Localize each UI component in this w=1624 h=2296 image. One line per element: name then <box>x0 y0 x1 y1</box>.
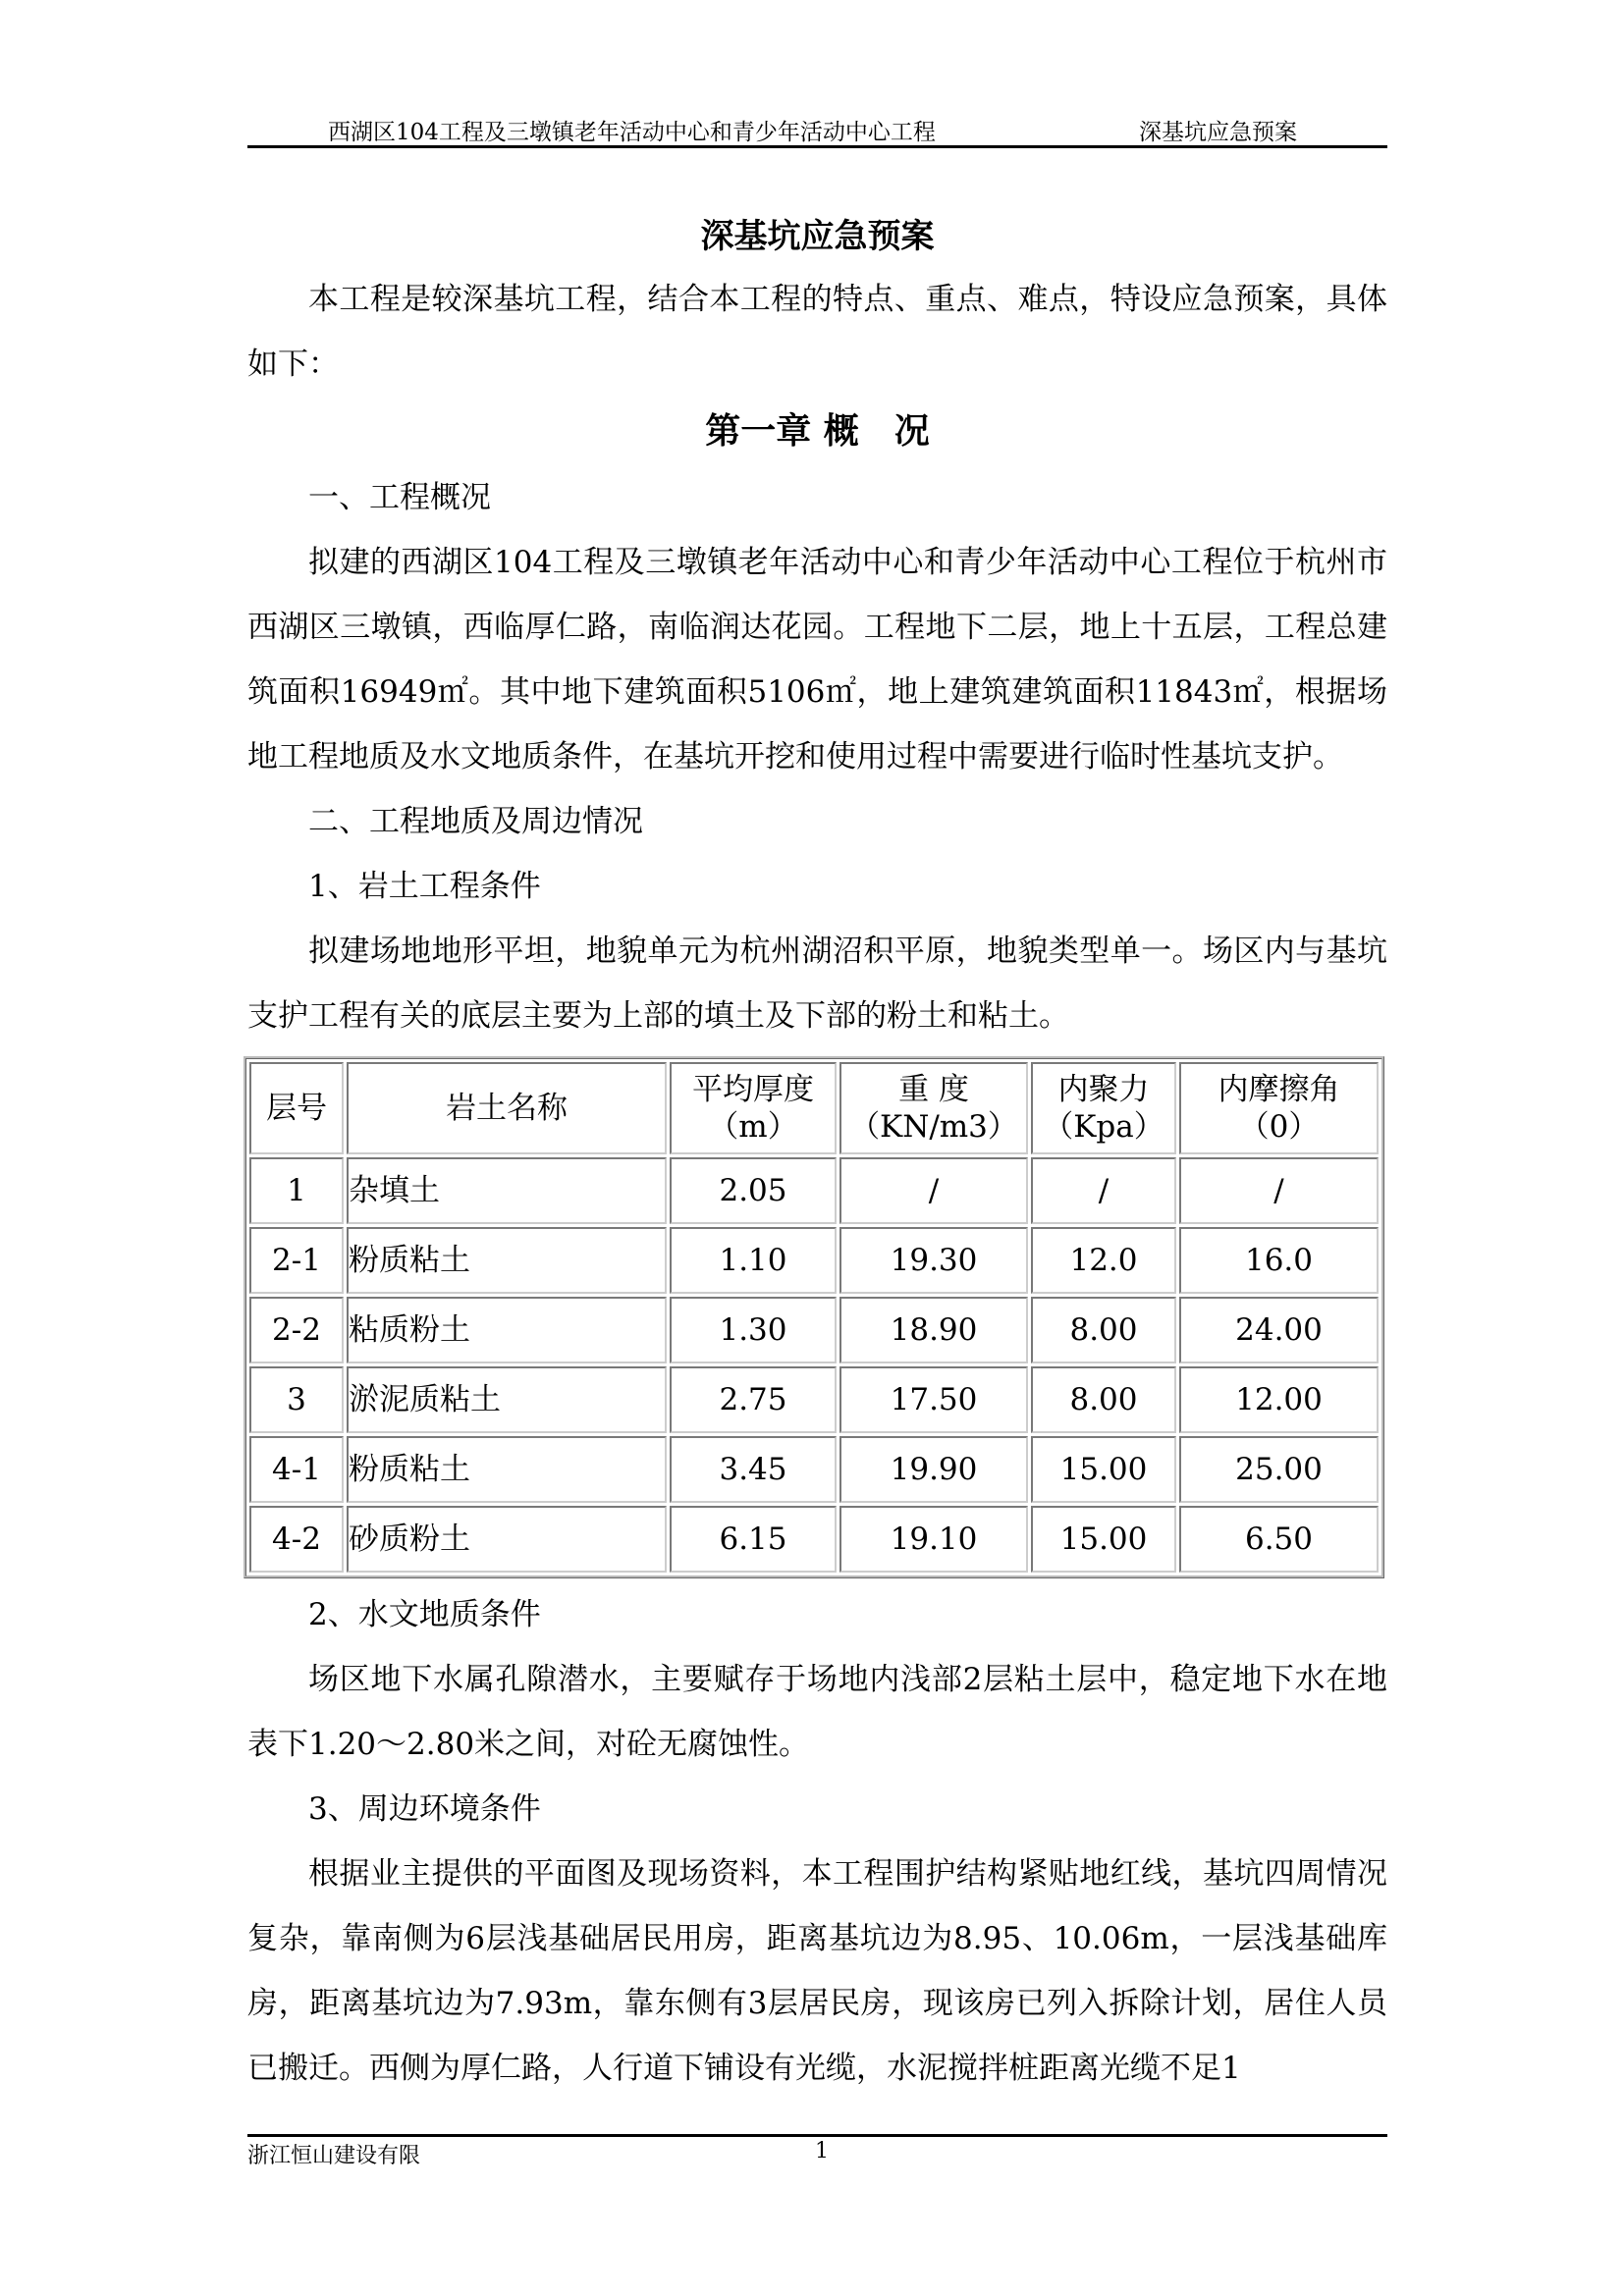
soil-table <box>244 1056 1384 1578</box>
paragraph: 根据业主提供的平面图及现场资料，本工程围护结构紧贴地红线，基坑四周情况复杂，靠南侧为6层浅基础居民用房，距离基坑边为8.95、10.06m，一层浅基础库房，距离基坑边为7.93m，靠东侧有3层居民房，现该房已列入拆除计划，居住人员已搬迁。西侧为厚仁路，人行道下铺设有光缆，水泥搅拌桩距离光缆不足1 <box>247 1856 1387 2086</box>
table-cell: 25.00 <box>1179 1436 1379 1503</box>
intro-paragraph: 本工程是较深基坑工程，结合本工程的特点、重点、难点，特设应急预案，具体如下： <box>247 282 1387 382</box>
table-header-cell <box>1179 1062 1379 1154</box>
table-row <box>249 1506 1379 1573</box>
table-row <box>249 1157 1379 1224</box>
table-cell: 19.10 <box>839 1506 1028 1573</box>
subsection-heading: 3、周边环境条件 <box>308 1791 541 1827</box>
table-cell: 15.00 <box>1031 1506 1176 1573</box>
document-title: 深基坑应急预案 <box>700 217 935 256</box>
table-cell: 2-1 <box>249 1227 344 1294</box>
header-project: 西湖区104工程及三墩镇老年活动中心和青少年活动中心工程 <box>328 120 936 145</box>
table-cell: 6.50 <box>1179 1506 1379 1573</box>
table-cell: 8.00 <box>1031 1297 1176 1363</box>
table-cell: 2.05 <box>670 1157 837 1224</box>
table-cell: 19.30 <box>839 1227 1028 1294</box>
table-cell: 12.00 <box>1179 1366 1379 1433</box>
header-text: 岩土名称 <box>446 1091 568 1126</box>
table-cell: 2-2 <box>249 1297 344 1363</box>
table-cell: 24.00 <box>1179 1297 1379 1363</box>
table-cell: 17.50 <box>839 1366 1028 1433</box>
table-cell: / <box>839 1157 1028 1224</box>
header-text: 层号 <box>266 1091 327 1126</box>
table-cell: 12.0 <box>1031 1227 1176 1294</box>
header-text: 内聚力 <box>1057 1072 1150 1107</box>
table-row <box>249 1297 1379 1363</box>
table-header-cell <box>347 1062 667 1154</box>
header-text: （m） <box>708 1109 798 1145</box>
paragraph: 场区地下水属孔隙潜水，主要赋存于场地内浅部2层粘土层中，稳定地下水在地表下1.20～2.80米之间，对砼无腐蚀性。 <box>247 1662 1387 1762</box>
table-header-cell <box>670 1062 837 1154</box>
page-footer <box>247 2134 1387 2168</box>
table-cell: 6.15 <box>670 1506 837 1573</box>
header-doc-title: 深基坑应急预案 <box>1139 120 1297 145</box>
table-cell: 杂填土 <box>347 1157 667 1224</box>
paragraph: 拟建的西湖区104工程及三墩镇老年活动中心和青少年活动中心工程位于杭州市西湖区三墩镇，西临厚仁路，南临润达花园。工程地下二层，地上十五层，工程总建筑面积16949㎡。其中地下建筑面积5106㎡，地上建筑建筑面积11843㎡，根据场地工程地质及水文地质条件，在基坑开挖和使用过程中需要进行临时性基坑支护。 <box>247 545 1387 774</box>
table-row <box>249 1436 1379 1503</box>
header-text: （KN/m3） <box>849 1109 1018 1145</box>
header-text: （0） <box>1238 1109 1320 1145</box>
header-text: 平均厚度 <box>692 1072 814 1107</box>
table-cell: / <box>1179 1157 1379 1224</box>
table-header-row <box>249 1062 1379 1154</box>
table-row <box>249 1366 1379 1433</box>
table-row <box>249 1227 1379 1294</box>
table-cell: 粉质粘土 <box>347 1436 667 1503</box>
page-number: 1 <box>815 2139 829 2163</box>
header-text: 重 度 <box>898 1072 969 1107</box>
table-header-cell <box>249 1062 344 1154</box>
table-cell: 4-2 <box>249 1506 344 1573</box>
table-header-cell <box>1031 1062 1176 1154</box>
table-cell: 粉质粘土 <box>347 1227 667 1294</box>
header-text: （Kpa） <box>1043 1109 1164 1145</box>
table-cell: 1 <box>249 1157 344 1224</box>
table-cell: 16.0 <box>1179 1227 1379 1294</box>
page-body <box>247 206 1387 2101</box>
table-cell: 3.45 <box>670 1436 837 1503</box>
section-heading: 一、工程概况 <box>308 480 491 515</box>
subsection-heading: 2、水文地质条件 <box>308 1597 541 1632</box>
table-cell: 砂质粉土 <box>347 1506 667 1573</box>
paragraph: 拟建场地地形平坦，地貌单元为杭州湖沼积平原，地貌类型单一。场区内与基坑支护工程有关的底层主要为上部的填土及下部的粉土和粘土。 <box>247 934 1387 1034</box>
header-text: 内摩擦角 <box>1218 1072 1340 1107</box>
table-cell: 15.00 <box>1031 1436 1176 1503</box>
table-cell: 19.90 <box>839 1436 1028 1503</box>
table-cell: 8.00 <box>1031 1366 1176 1433</box>
table-cell: 2.75 <box>670 1366 837 1433</box>
footer-company: 浙江恒山建设有限 <box>247 2144 421 2168</box>
section-heading: 二、工程地质及周边情况 <box>308 804 643 839</box>
chapter-title: 第一章 概 况 <box>705 410 930 452</box>
table-cell: 粘质粉土 <box>347 1297 667 1363</box>
table-cell: 4-1 <box>249 1436 344 1503</box>
table-cell: 3 <box>249 1366 344 1433</box>
table-cell: 1.30 <box>670 1297 837 1363</box>
table-cell: 18.90 <box>839 1297 1028 1363</box>
table-cell: 淤泥质粘土 <box>347 1366 667 1433</box>
table-cell: / <box>1031 1157 1176 1224</box>
table-cell: 1.10 <box>670 1227 837 1294</box>
table-header-cell <box>839 1062 1028 1154</box>
subsection-heading: 1、岩土工程条件 <box>308 869 541 904</box>
page-header <box>247 112 1387 148</box>
